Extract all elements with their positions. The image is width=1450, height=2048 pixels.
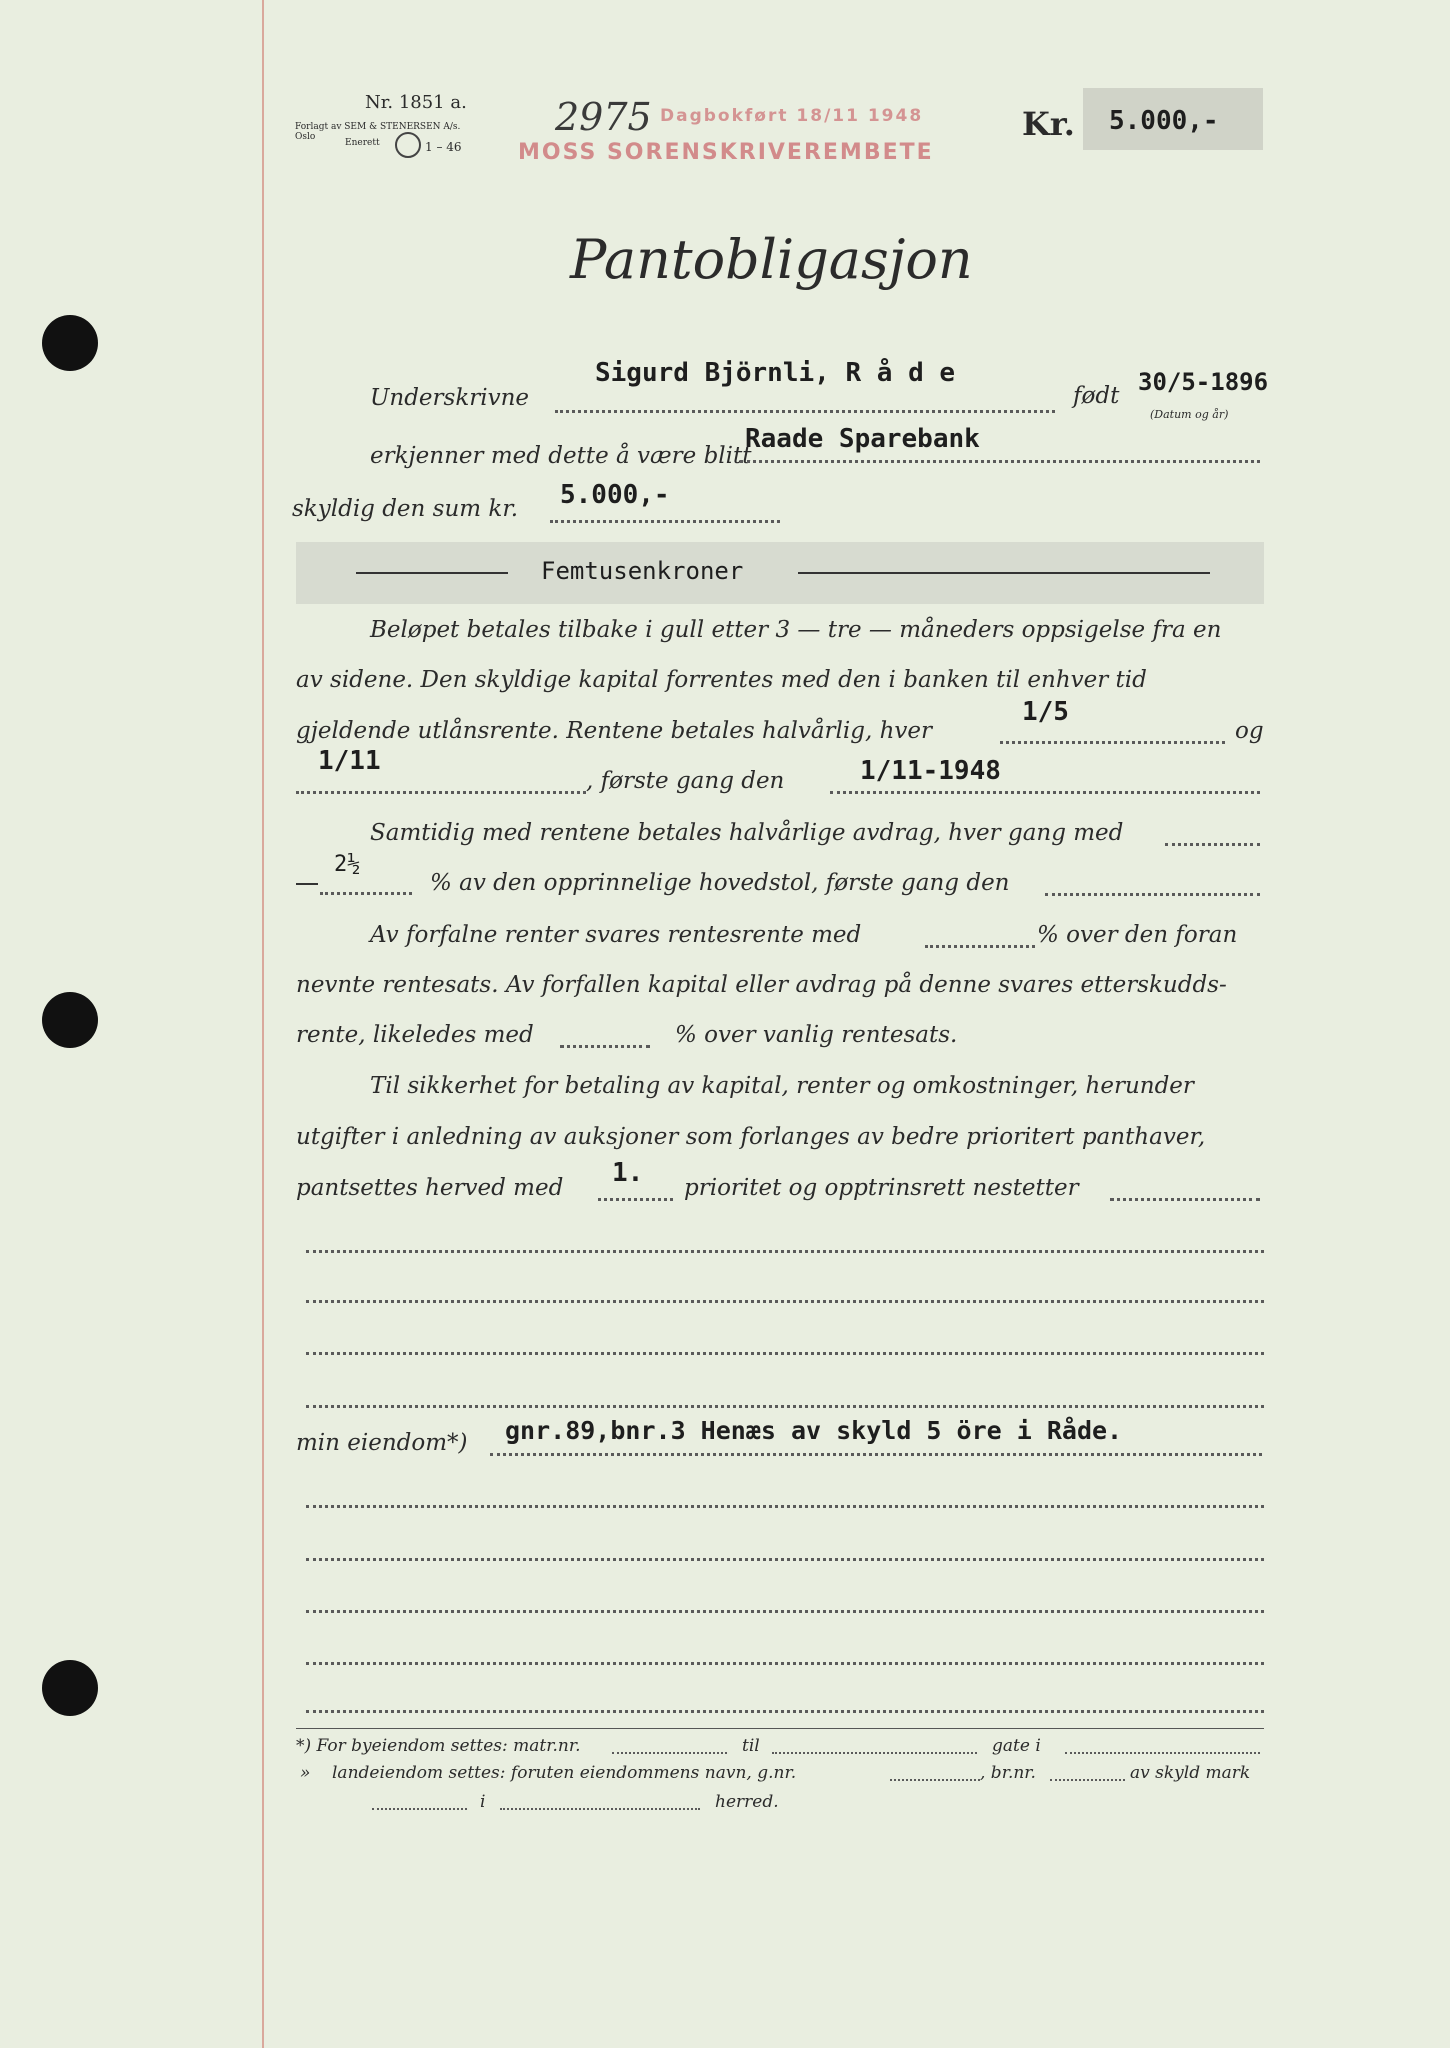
installment-percent: 2½ (334, 852, 361, 877)
body-line: utgifter i anledning av auksjoner som forlanges av bedre prioritert panthaver, (296, 1124, 1206, 1150)
fill-line (1065, 1752, 1260, 1754)
body-line: prioritet og opptrinsrett nestetter (684, 1175, 1079, 1201)
kr-amount: 5.000,- (1109, 106, 1219, 136)
fill-line (1050, 1779, 1125, 1781)
body-line: Til sikkerhet for betaling av kapital, renter og omkostninger, herunder (370, 1073, 1194, 1099)
owed-label: skyldig den sum kr. (292, 496, 519, 522)
punch-hole (42, 992, 98, 1048)
registration-stamp-date: Dagbokført 18/11 1948 (660, 106, 924, 126)
footnote-line: *) For byeiendom settes: matr.nr. (296, 1736, 581, 1756)
priority-value: 1. (612, 1158, 644, 1188)
fill-line (500, 1808, 700, 1810)
amount-words-band (296, 542, 1264, 604)
footnote-line: herred. (715, 1792, 779, 1812)
dash (296, 883, 318, 885)
first-interest-date: 1/11-1948 (860, 756, 1001, 786)
fill-line (612, 1752, 727, 1754)
publisher-logo (395, 132, 421, 158)
interest-date-1: 1/5 (1022, 697, 1069, 727)
fill-line (306, 1710, 1264, 1713)
kr-amount-box (1083, 88, 1263, 150)
property-value: gnr.89,bnr.3 Henæs av skyld 5 öre i Råde. (505, 1416, 1123, 1445)
body-line: gjeldende utlånsrente. Rentene betales halvårlig, hver (296, 718, 933, 744)
body-line: rente, likeledes med (296, 1022, 534, 1048)
body-line: Av forfalne renter svares rentesrente med (370, 922, 862, 948)
fill-line (598, 1198, 673, 1201)
body-line: % over vanlig rentesats. (675, 1022, 958, 1048)
fill-line (296, 791, 586, 794)
fill-line (306, 1250, 1264, 1253)
fill-line (306, 1300, 1264, 1303)
fill-line (740, 460, 1260, 463)
body-line: Samtidig med rentene betales halvårlige avdrag, hver gang med (370, 820, 1124, 846)
body-line: av sidene. Den skyldige kapital forrentes med den i banken til enhver tid (296, 667, 1147, 693)
body-line: Beløpet betales tilbake i gull etter 3 — tre — måneders oppsigelse fra en (370, 617, 1222, 643)
undersigned-value: Sigurd Björnli, R å d e (595, 358, 956, 388)
acknowledge-label: erkjenner med dette å være blitt (370, 443, 752, 469)
fill-line (830, 791, 1260, 794)
fill-line (306, 1662, 1264, 1665)
born-label: født (1073, 383, 1120, 409)
born-value: 30/5-1896 (1138, 368, 1269, 396)
punch-hole (42, 315, 98, 371)
fill-line (772, 1752, 977, 1754)
document-title: Pantobligasjon (570, 228, 973, 291)
footnote-line: til (742, 1736, 760, 1756)
body-line: og (1235, 718, 1264, 744)
amount-words: Femtusenkroner (541, 557, 744, 585)
band-rule (356, 572, 508, 574)
fill-line (306, 1505, 1264, 1508)
owed-value: 5.000,- (560, 480, 670, 510)
fill-line (490, 1453, 1262, 1456)
undersigned-label: Underskrivne (370, 385, 530, 411)
body-line: nevnte rentesats. Av forfallen kapital eller avdrag på denne svares etterskudds- (296, 972, 1227, 998)
footnote-line: av skyld mark (1130, 1763, 1251, 1783)
body-line: , første gang den (586, 768, 785, 794)
fill-line (1045, 893, 1260, 896)
publisher: Forlagt av SEM & STENERSEN A/s. Oslo (295, 122, 461, 142)
footnote-line: , br.nr. (980, 1763, 1036, 1783)
fill-line (306, 1405, 1264, 1408)
fill-line (555, 410, 1055, 413)
fill-line (372, 1808, 467, 1810)
born-note: (Datum og år) (1150, 408, 1229, 421)
footnote-rule (296, 1728, 1264, 1729)
fill-line (320, 892, 412, 895)
footnote-mark: » (300, 1763, 311, 1783)
kr-label: Kr. (1022, 105, 1075, 143)
fill-line (550, 520, 780, 523)
interest-date-2: 1/11 (318, 746, 381, 776)
property-label: min eiendom*) (296, 1430, 468, 1456)
fill-line (925, 945, 1035, 948)
fill-line (1165, 843, 1260, 846)
body-line: pantsettes herved med (296, 1175, 564, 1201)
fill-line (306, 1352, 1264, 1355)
fill-line (1000, 741, 1225, 744)
fill-line (306, 1610, 1264, 1613)
rights-note: Enerett (345, 138, 380, 148)
footnote-line: gate i (992, 1736, 1041, 1756)
creditor-value: Raade Sparebank (745, 424, 980, 454)
margin-rule (262, 0, 264, 2048)
registration-stamp-office: MOSS SORENSKRIVEREMBETE (518, 140, 934, 165)
form-number: Nr. 1851 a. (365, 92, 467, 113)
punch-hole (42, 1660, 98, 1716)
footnote-line: landeiendom settes: foruten eiendommens navn, g.nr. (332, 1763, 797, 1783)
footnote-line: i (480, 1792, 486, 1812)
fill-line (890, 1779, 980, 1781)
fill-line (306, 1558, 1264, 1561)
edition: 1 – 46 (425, 140, 462, 154)
fill-line (560, 1045, 650, 1048)
body-line: % av den opprinnelige hovedstol, første gang den (430, 870, 1010, 896)
fill-line (1110, 1198, 1260, 1201)
band-rule (798, 572, 1210, 574)
body-line: % over den foran (1037, 922, 1238, 948)
handwritten-number: 2975 (555, 95, 652, 139)
